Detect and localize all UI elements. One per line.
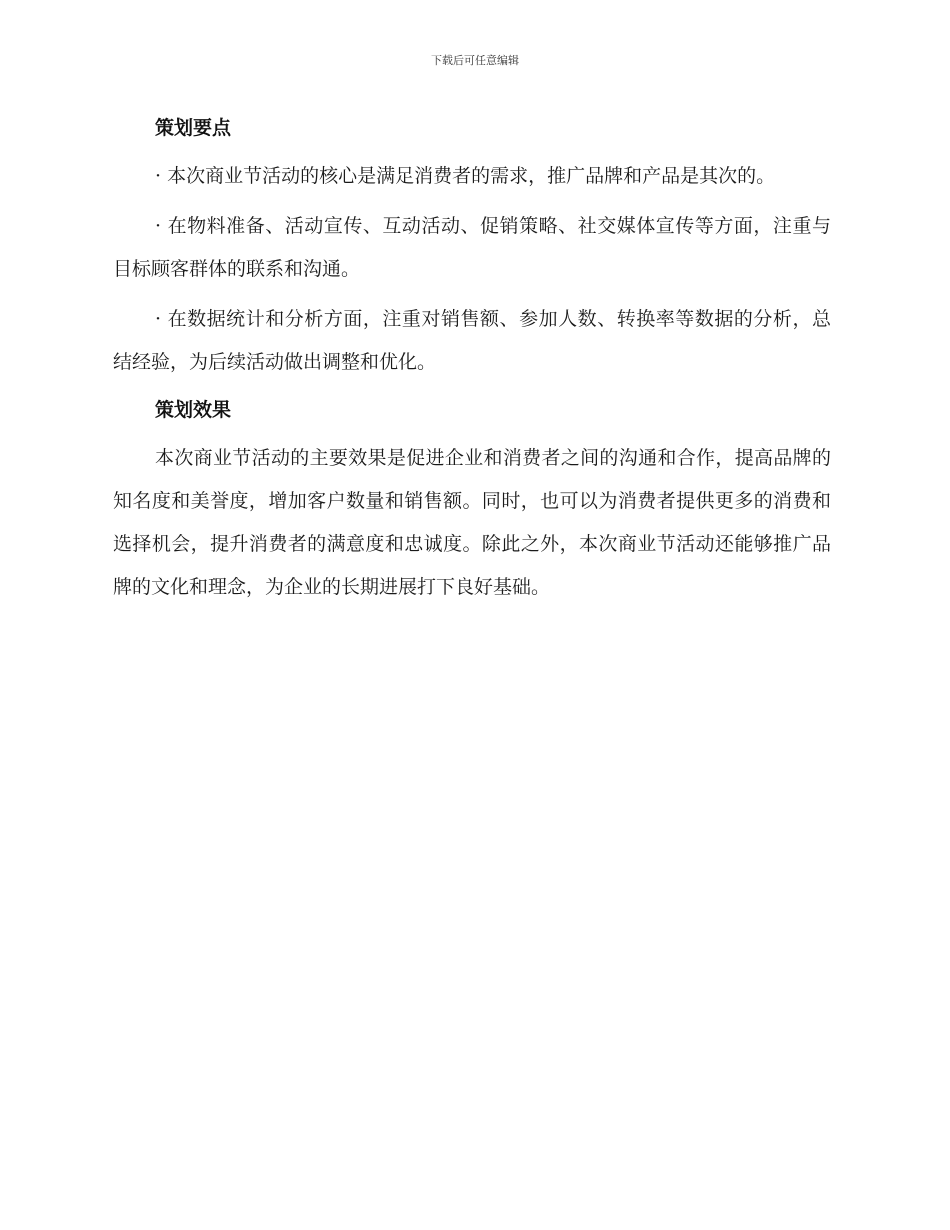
section-title-planning-points: 策划要点 — [155, 117, 232, 139]
body-paragraph: 本次商业节活动的主要效果是促进企业和消费者之间的沟通和合作，提高品牌的知名度和美誉度，增加客户数量和销售额。同时，也可以为消费者提供更多的消费和选择机会，提升消费者的满意度和忠诚度。除此之外，本次商业节活动还能够推广品牌的文化和理念，为企业的长期进展打下良好基础。 — [113, 447, 831, 598]
bullet-paragraph: · 在物料准备、活动宣传、互动活动、促销策略、社交媒体宣传等方面，注重与目标顾客群体的联系和沟通。 — [113, 215, 831, 280]
bullet-paragraph: · 本次商业节活动的核心是满足消费者的需求，推广品牌和产品是其次的。 — [155, 165, 776, 187]
bullet-paragraph: · 在数据统计和分析方面，注重对销售额、参加人数、转换率等数据的分析，总结经验，为后续活动做出调整和优化。 — [113, 308, 831, 373]
document-body — [113, 108, 831, 609]
section-title-planning-effect: 策划效果 — [155, 399, 232, 421]
page-header: 下载后可任意编辑 — [431, 54, 519, 67]
